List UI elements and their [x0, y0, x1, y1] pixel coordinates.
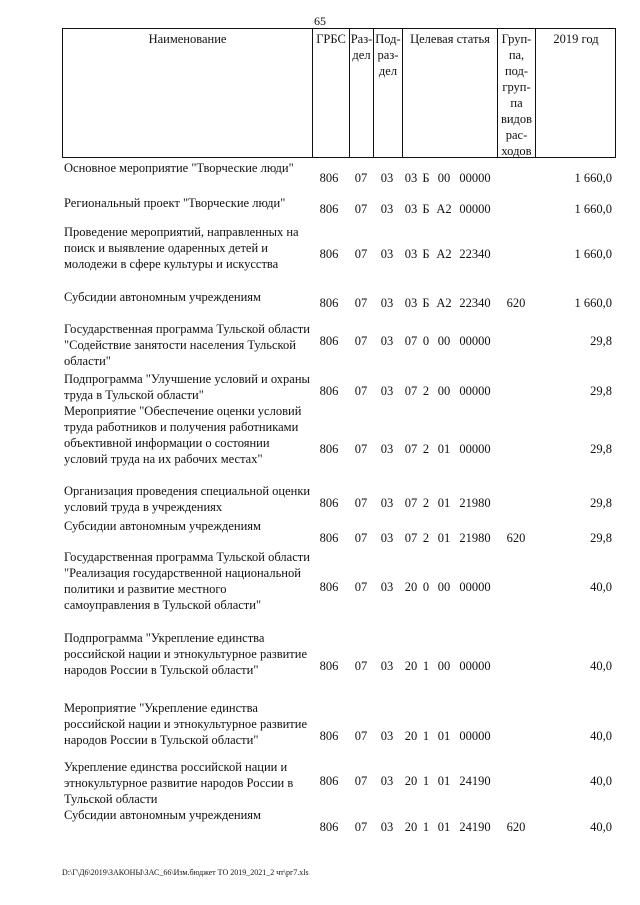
row-t1: 20: [404, 659, 418, 673]
row-grbs: 806: [319, 296, 339, 310]
row-rz: 07: [354, 729, 368, 743]
row-name: Основное мероприятие "Творческие люди": [64, 161, 294, 175]
row-t4: 21980: [459, 531, 491, 545]
row-t2: Б: [422, 202, 430, 216]
row-t2: 0: [422, 580, 430, 594]
row-name: Организация проведения специальной оценки условий труда в учреждениях: [64, 484, 311, 514]
row-vr: 620: [506, 820, 526, 834]
row-prz: 03: [380, 247, 394, 261]
row-t2: 2: [422, 531, 430, 545]
row-t4: 21980: [459, 496, 491, 510]
row-rz: 07: [354, 384, 368, 398]
row-sum: 40,0: [590, 659, 612, 673]
row-t1: 20: [404, 820, 418, 834]
row-t1: 07: [404, 334, 418, 348]
table-header: [62, 28, 616, 158]
row-t3: 00: [437, 580, 451, 594]
row-prz: 03: [380, 202, 394, 216]
row-rz: 07: [354, 202, 368, 216]
file-path-footer: D:\Г\Д6\2019\ЗАКОНЫ\ЗАС_66\Изм.бюджет ТО 2019_2021_2 чт\рг7.xls: [62, 868, 309, 877]
row-grbs: 806: [319, 580, 339, 594]
row-sum: 40,0: [590, 774, 612, 788]
row-t3: 01: [437, 442, 451, 456]
header-podrazdel: Под- раз- дел: [374, 29, 403, 157]
row-grbs: 806: [319, 820, 339, 834]
header-razdel: Раз- дел: [350, 29, 374, 157]
row-t3: 00: [437, 334, 451, 348]
row-sum: 1 660,0: [574, 171, 612, 185]
row-grbs: 806: [319, 496, 339, 510]
row-name: Подпрограмма "Улучшение условий и охраны труда в Тульской области": [64, 372, 310, 402]
row-name: Проведение мероприятий, направленных на поиск и выявление одаренных детей и молодежи в сфере культуры и искусства: [64, 225, 299, 271]
row-t3: 01: [437, 496, 451, 510]
header-name: Наименование: [63, 29, 313, 157]
row-name: Региональный проект "Творческие люди": [64, 196, 286, 210]
row-t1: 03: [404, 296, 418, 310]
row-grbs: 806: [319, 729, 339, 743]
row-prz: 03: [380, 171, 394, 185]
row-sum: 40,0: [590, 820, 612, 834]
row-t1: 03: [404, 247, 418, 261]
row-t2: 2: [422, 384, 430, 398]
row-t2: 1: [422, 774, 430, 788]
header-grbs: ГРБС: [313, 29, 350, 157]
row-sum: 29,8: [590, 531, 612, 545]
row-t1: 20: [404, 729, 418, 743]
row-grbs: 806: [319, 384, 339, 398]
row-sum: 29,8: [590, 334, 612, 348]
row-prz: 03: [380, 531, 394, 545]
row-name: Субсидии автономным учреждениям: [64, 519, 261, 533]
row-rz: 07: [354, 247, 368, 261]
row-name: Подпрограмма "Укрепление единства российской нации и этнокультурное развитие народов России в Тульской области": [64, 631, 307, 677]
row-rz: 07: [354, 580, 368, 594]
row-t4: 22340: [459, 296, 491, 310]
row-t4: 00000: [459, 384, 491, 398]
header-target: Целевая статья: [403, 29, 498, 157]
row-rz: 07: [354, 820, 368, 834]
row-sum: 29,8: [590, 442, 612, 456]
row-prz: 03: [380, 384, 394, 398]
row-name: Мероприятие "Обеспечение оценки условий труда работников и получения работниками объективной информации о состоянии условий труда на их рабочих местах": [64, 404, 302, 466]
row-prz: 03: [380, 580, 394, 594]
header-group: Груп- па, под- груп- па видов рас- ходов: [498, 29, 536, 157]
row-t4: 22340: [459, 247, 491, 261]
row-grbs: 806: [319, 171, 339, 185]
row-t1: 03: [404, 202, 418, 216]
row-t2: 1: [422, 659, 430, 673]
row-t1: 07: [404, 531, 418, 545]
row-rz: 07: [354, 171, 368, 185]
row-t1: 20: [404, 580, 418, 594]
row-name: Укрепление единства российской нации и этнокультурное развитие народов России в Тульской области: [64, 760, 294, 806]
row-name: Государственная программа Тульской области "Содействие занятости населения Тульской области": [64, 322, 310, 368]
row-t2: 1: [422, 820, 430, 834]
row-vr: 620: [506, 531, 526, 545]
row-vr: 620: [506, 296, 526, 310]
row-t2: 2: [422, 442, 430, 456]
row-name: Государственная программа Тульской области "Реализация государственной национальной политики и развитие местного самоуправления в Тульской области": [64, 550, 310, 612]
row-t3: 01: [437, 531, 451, 545]
row-prz: 03: [380, 729, 394, 743]
row-t3: 00: [437, 171, 451, 185]
row-t1: 20: [404, 774, 418, 788]
row-t3: А2: [436, 202, 452, 216]
row-rz: 07: [354, 334, 368, 348]
row-name: Субсидии автономным учреждениям: [64, 290, 261, 304]
row-t3: А2: [436, 247, 452, 261]
row-t3: 01: [437, 774, 451, 788]
row-grbs: 806: [319, 334, 339, 348]
row-t3: 00: [437, 659, 451, 673]
row-sum: 29,8: [590, 384, 612, 398]
row-t1: 03: [404, 171, 418, 185]
row-t3: 01: [437, 729, 451, 743]
row-prz: 03: [380, 774, 394, 788]
row-sum: 1 660,0: [574, 202, 612, 216]
row-t4: 00000: [459, 729, 491, 743]
row-t2: 1: [422, 729, 430, 743]
row-t2: Б: [422, 247, 430, 261]
row-t4: 00000: [459, 171, 491, 185]
row-t2: Б: [422, 296, 430, 310]
row-name: Мероприятие "Укрепление единства российской нации и этнокультурное развитие народов России в Тульской области": [64, 701, 307, 747]
row-t1: 07: [404, 384, 418, 398]
row-t4: 00000: [459, 202, 491, 216]
row-rz: 07: [354, 774, 368, 788]
row-prz: 03: [380, 496, 394, 510]
row-grbs: 806: [319, 531, 339, 545]
row-prz: 03: [380, 820, 394, 834]
row-t4: 00000: [459, 580, 491, 594]
row-grbs: 806: [319, 247, 339, 261]
row-grbs: 806: [319, 774, 339, 788]
row-t4: 00000: [459, 334, 491, 348]
row-rz: 07: [354, 296, 368, 310]
row-t1: 07: [404, 496, 418, 510]
row-grbs: 806: [319, 659, 339, 673]
row-rz: 07: [354, 442, 368, 456]
row-sum: 1 660,0: [574, 247, 612, 261]
row-prz: 03: [380, 659, 394, 673]
row-t4: 00000: [459, 659, 491, 673]
row-t4: 00000: [459, 442, 491, 456]
row-rz: 07: [354, 659, 368, 673]
row-name: Субсидии автономным учреждениям: [64, 808, 261, 822]
row-t3: А2: [436, 296, 452, 310]
row-t1: 07: [404, 442, 418, 456]
row-t3: 01: [437, 820, 451, 834]
row-prz: 03: [380, 442, 394, 456]
row-rz: 07: [354, 531, 368, 545]
row-t2: 2: [422, 496, 430, 510]
row-rz: 07: [354, 496, 368, 510]
row-sum: 1 660,0: [574, 296, 612, 310]
row-sum: 29,8: [590, 496, 612, 510]
row-prz: 03: [380, 296, 394, 310]
row-grbs: 806: [319, 202, 339, 216]
row-t2: Б: [422, 171, 430, 185]
row-sum: 40,0: [590, 580, 612, 594]
row-t3: 00: [437, 384, 451, 398]
row-t4: 24190: [459, 774, 491, 788]
header-year: 2019 год: [553, 32, 599, 46]
row-grbs: 806: [319, 442, 339, 456]
row-sum: 40,0: [590, 729, 612, 743]
page-number: 65: [314, 14, 326, 28]
row-t2: 0: [422, 334, 430, 348]
row-prz: 03: [380, 334, 394, 348]
row-t4: 24190: [459, 820, 491, 834]
